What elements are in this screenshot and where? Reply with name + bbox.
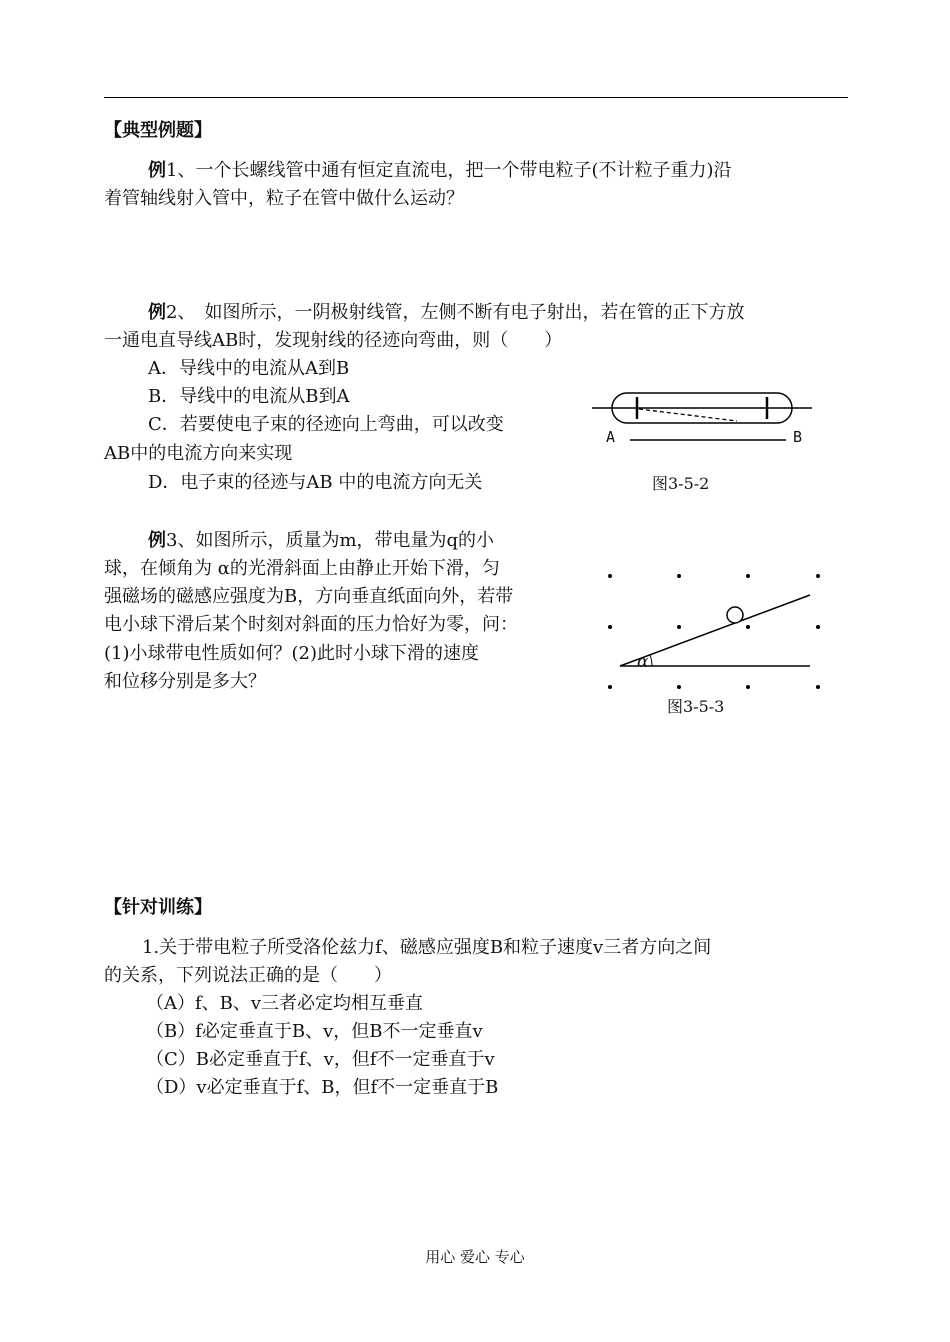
- electron-beam-path: [639, 409, 737, 421]
- example-1-line-2: 着管轴线射入管中，粒子在管中做什么运动？: [104, 188, 464, 209]
- figure-3-5-3-caption: 图3-5-3: [667, 697, 725, 716]
- angle-arc: [650, 655, 652, 666]
- figure-3-5-2-caption: 图3-5-2: [652, 474, 710, 493]
- header-rule: [104, 97, 848, 98]
- figure-inclined-plane: [600, 565, 830, 695]
- wire-label-a: A: [606, 428, 616, 446]
- example-2-option-c-line-2: AB中的电流方向来实现: [104, 443, 293, 464]
- example-3-line-1: 例3、如图所示，质量为m，带电量为q的小: [148, 530, 495, 551]
- charged-ball: [727, 607, 743, 623]
- example-3-line-2: 球，在倾角为 α的光滑斜面上由静止开始下滑，匀: [104, 558, 500, 579]
- wire-label-b: B: [793, 428, 803, 446]
- example-2-option-b: B．导线中的电流从B到A: [148, 386, 350, 407]
- question-1-line-1: 1.关于带电粒子所受洛伦兹力f、磁感应强度B和粒子速度v三者方向之间: [142, 937, 712, 958]
- question-1-option-c: （C）B必定垂直于f、v，但f不一定垂直于v: [146, 1049, 495, 1070]
- example-2-option-d: D．电子束的径迹与AB 中的电流方向无关: [148, 472, 483, 493]
- example-3-line-4: 电小球下滑后某个时刻对斜面的压力恰好为零，问：: [104, 614, 518, 635]
- example-2-line-2: 一通电直导线AB时，发现射线的径迹向弯曲，则（ ）: [104, 330, 563, 351]
- example-1-label: 例: [148, 160, 166, 181]
- example-3-line-5: (1)小球带电性质如何？(2)此时小球下滑的速度: [104, 643, 479, 664]
- example-2-option-a: A．导线中的电流从A到B: [148, 358, 350, 379]
- angle-alpha-label: α: [637, 652, 649, 672]
- example-2-option-c-line-1: C．若要使电子束的径迹向上弯曲，可以改变: [148, 414, 504, 435]
- page-footer: 用心 爱心 专心: [425, 1248, 525, 1266]
- example-3-line-6: 和位移分别是多大？: [104, 671, 266, 692]
- incline-surface: [620, 595, 810, 666]
- figure-cathode-ray-tube: [590, 385, 820, 455]
- example-2-label: 例: [148, 302, 166, 323]
- question-1-option-d: （D）v必定垂直于f、B，但f不一定垂直于B: [146, 1077, 499, 1098]
- section-heading-practice: 【针对训练】: [104, 897, 212, 918]
- example-3-line-3: 强磁场的磁感应强度为B，方向垂直纸面向外，若带: [104, 586, 514, 607]
- question-1-option-b: （B）f必定垂直于B、v，但B不一定垂直v: [146, 1021, 483, 1042]
- question-1-line-2: 的关系，下列说法正确的是（ ）: [104, 965, 392, 986]
- section-heading-examples: 【典型例题】: [104, 120, 212, 141]
- example-2-line-1: 例2、 如图所示，一阴极射线管，左侧不断有电子射出，若在管的正下方放: [148, 302, 745, 323]
- example-3-label: 例: [148, 530, 166, 551]
- example-1-line-1: 例1、一个长螺线管中通有恒定直流电，把一个带电粒子(不计粒子重力)沿: [148, 160, 732, 181]
- question-1-option-a: （A）f、B、v三者必定均相互垂直: [146, 993, 424, 1014]
